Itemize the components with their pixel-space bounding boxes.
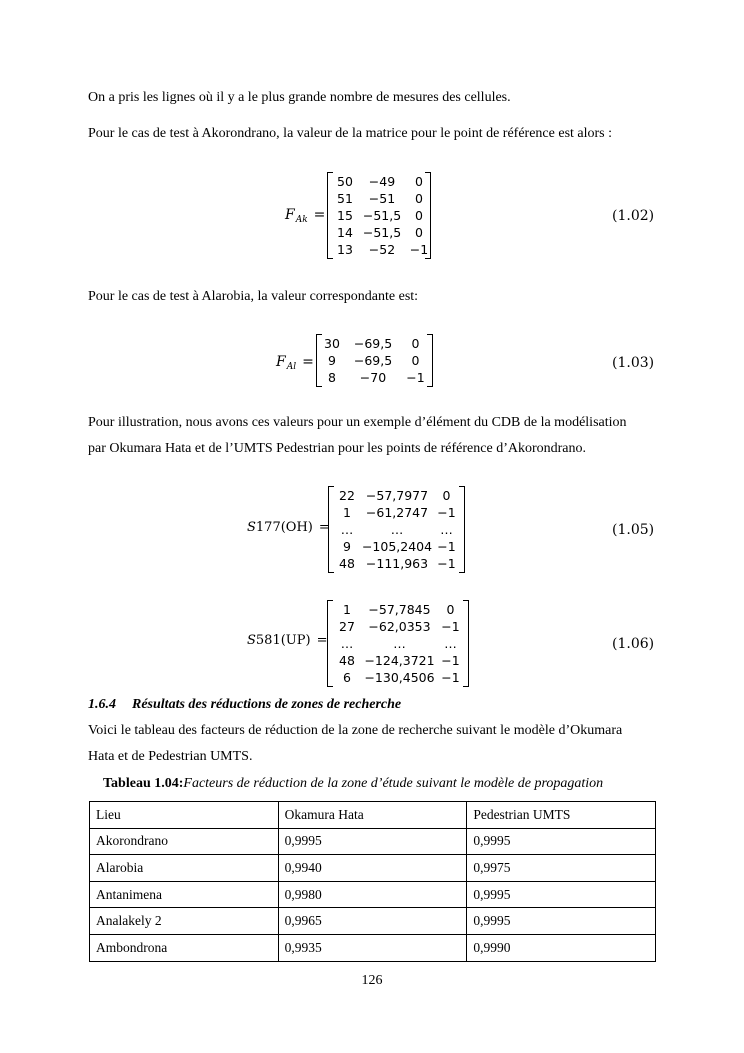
paragraph-illustration-2: par Okumara Hata et de l’UMTS Pedestrian pour les points de référence d’Akorondrano. (88, 441, 586, 456)
equation-number: (1.05) (612, 522, 655, 538)
page-number: 126 (361, 973, 383, 988)
header-cell: Pedestrian UMTS (467, 802, 656, 829)
table-cell: 0,9935 (278, 934, 467, 961)
matrix-fal: 30 −69,5 0 9 −69,5 0 8 −70 −1 (316, 334, 433, 387)
table-row (90, 855, 656, 882)
table-caption-label: Tableau 1.04: (103, 776, 184, 791)
matrix-s581: 1 −57,7845 0 27 −62,0353 −1 … … … 48 −124,3721 −1 6 −130,4506 −1 (327, 600, 469, 687)
equation-number: (1.03) (612, 355, 655, 371)
table-cell: 0,9995 (467, 828, 656, 855)
equation-lhs: F Ak = (285, 207, 326, 225)
table-cell: 0,9995 (278, 828, 467, 855)
table-cell: 0,9995 (467, 908, 656, 935)
matrix-s177: 22 −57,7977 0 1 −61,2747 −1 … … … 9 −105,2404 −1 48 −111,963 −1 (328, 486, 465, 573)
table-cell: 0,9940 (278, 855, 467, 882)
matrix-fak: 50 −49 0 51 −51 0 15 −51,5 0 14 −51,5 0 13 −52 −1 (327, 172, 431, 259)
table-cell: 0,9990 (467, 934, 656, 961)
table-caption-text: Facteurs de réduction de la zone d’étude suivant le modèle de propagation (183, 776, 604, 791)
equation-lhs: F Al = (276, 354, 314, 372)
paragraph-illustration-1: Pour illustration, nous avons ces valeurs pour un exemple d’élément du CDB de la modélisation (88, 415, 627, 430)
table-cell: Antanimena (90, 881, 279, 908)
table-cell: 0,9975 (467, 855, 656, 882)
equation-lhs: S 177(OH) = (247, 520, 330, 535)
paragraph-alarobia: Pour le cas de test à Alarobia, la valeur correspondante est: (88, 289, 419, 304)
table-row (90, 908, 656, 935)
table-cell: Analakely 2 (90, 908, 279, 935)
table-caption (103, 776, 603, 792)
header-cell: Lieu (90, 802, 279, 829)
paragraph-intro: On a pris les lignes où il y a le plus grande nombre de mesures des cellules. (88, 90, 511, 105)
reduction-table (89, 801, 656, 962)
table-row (90, 828, 656, 855)
equation-lhs: S 581(UP) = (247, 633, 328, 648)
section-heading (88, 697, 401, 713)
equation-number: (1.06) (612, 636, 655, 652)
table-cell: 0,9980 (278, 881, 467, 908)
table-cell: Alarobia (90, 855, 279, 882)
table-header-row (90, 802, 656, 829)
paragraph-table-intro-1: Voici le tableau des facteurs de réduction de la zone de recherche suivant le modèle d’Okumara (88, 723, 623, 738)
table-cell: 0,9965 (278, 908, 467, 935)
table-row (90, 934, 656, 961)
section-title: Résultats des réductions de zones de recherche (132, 697, 402, 712)
section-number: 1.6.4 (88, 697, 116, 712)
paragraph-table-intro-2: Hata et de Pedestrian UMTS. (88, 749, 253, 764)
table-cell: Ambondrona (90, 934, 279, 961)
table-cell: Akorondrano (90, 828, 279, 855)
equation-number: (1.02) (612, 208, 655, 224)
paragraph-akorondrano: Pour le cas de test à Akorondrano, la valeur de la matrice pour le point de référence est alors : (88, 126, 613, 141)
table-cell: 0,9995 (467, 881, 656, 908)
header-cell: Okamura Hata (278, 802, 467, 829)
table-row (90, 881, 656, 908)
